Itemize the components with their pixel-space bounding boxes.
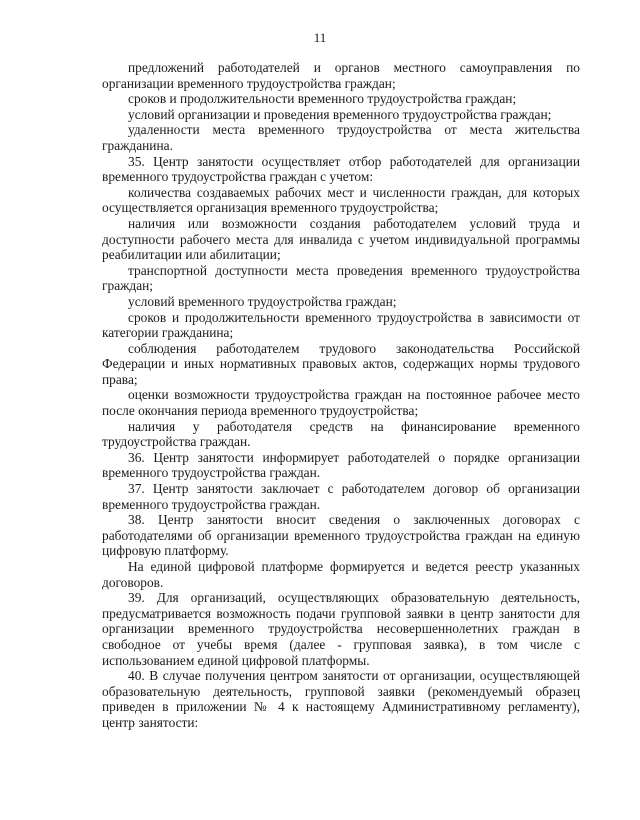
paragraph: На единой цифровой платформе формируется и ведется реестр указанных договоров.: [102, 559, 580, 590]
paragraph: соблюдения работодателем трудового законодательства Российской Федерации и иных нормативных правовых актов, содержащих нормы трудового права;: [102, 340, 580, 387]
paragraph: наличия у работодателя средств на финансирование временного трудоустройства граждан.: [102, 418, 580, 450]
paragraph: удаленности места временного трудоустройства от места жительства гражданина.: [102, 122, 580, 153]
paragraph: 37. Центр занятости заключает с работодателем договор об организации временного трудоустройства граждан.: [102, 481, 580, 512]
paragraph: 35. Центр занятости осуществляет отбор работодателей для организации временного трудоустройства граждан с учетом:: [102, 153, 580, 185]
paragraph: условий временного трудоустройства граждан;: [128, 293, 397, 309]
paragraph: 36. Центр занятости информирует работодателей о порядке организации временного трудоустройства граждан.: [102, 449, 580, 481]
document-body: [102, 60, 580, 731]
paragraph: 40. В случае получения центром занятости от организации, осуществляющей образовательную деятельность, групповой заявки (рекомендуемый образец приведен в приложении № 4 к настоящему Административному регламенту), центр занятости:: [102, 668, 580, 730]
paragraph: оценки возможности трудоустройства граждан на постоянное рабочее место после окончания периода временного трудоустройства;: [102, 387, 580, 419]
paragraph: предложений работодателей и органов местного самоуправления по организации временного трудоустройства граждан;: [102, 60, 580, 91]
paragraph: количества создаваемых рабочих мест и численности граждан, для которых осуществляется организация временного трудоустройства;: [102, 184, 580, 216]
paragraph: условий организации и проведения временного трудоустройства граждан;: [128, 106, 552, 122]
paragraph: сроков и продолжительности временного трудоустройства граждан;: [128, 91, 517, 107]
paragraph: 39. Для организаций, осуществляющих образовательную деятельность, предусматривается возможность подачи групповой заявки в центр занятости для организации временного трудоустройства несовершеннолетних граждан в свободное от учебы время (далее - групповая заявка), в том числе с использованием единой цифровой платформы.: [102, 590, 580, 668]
page-number: 11: [313, 30, 327, 45]
paragraph: 38. Центр занятости вносит сведения о заключенных договорах с работодателями об организации временного трудоустройства граждан на единую цифровую платформу.: [102, 512, 580, 559]
paragraph: наличия или возможности создания работодателем условий труда и доступности рабочего места для инвалида с учетом индивидуальной программы реабилитации или абилитации;: [102, 215, 580, 263]
paragraph: транспортной доступности места проведения временного трудоустройства граждан;: [102, 262, 580, 294]
paragraph: сроков и продолжительности временного трудоустройства в зависимости от категории гражданина;: [102, 309, 580, 341]
